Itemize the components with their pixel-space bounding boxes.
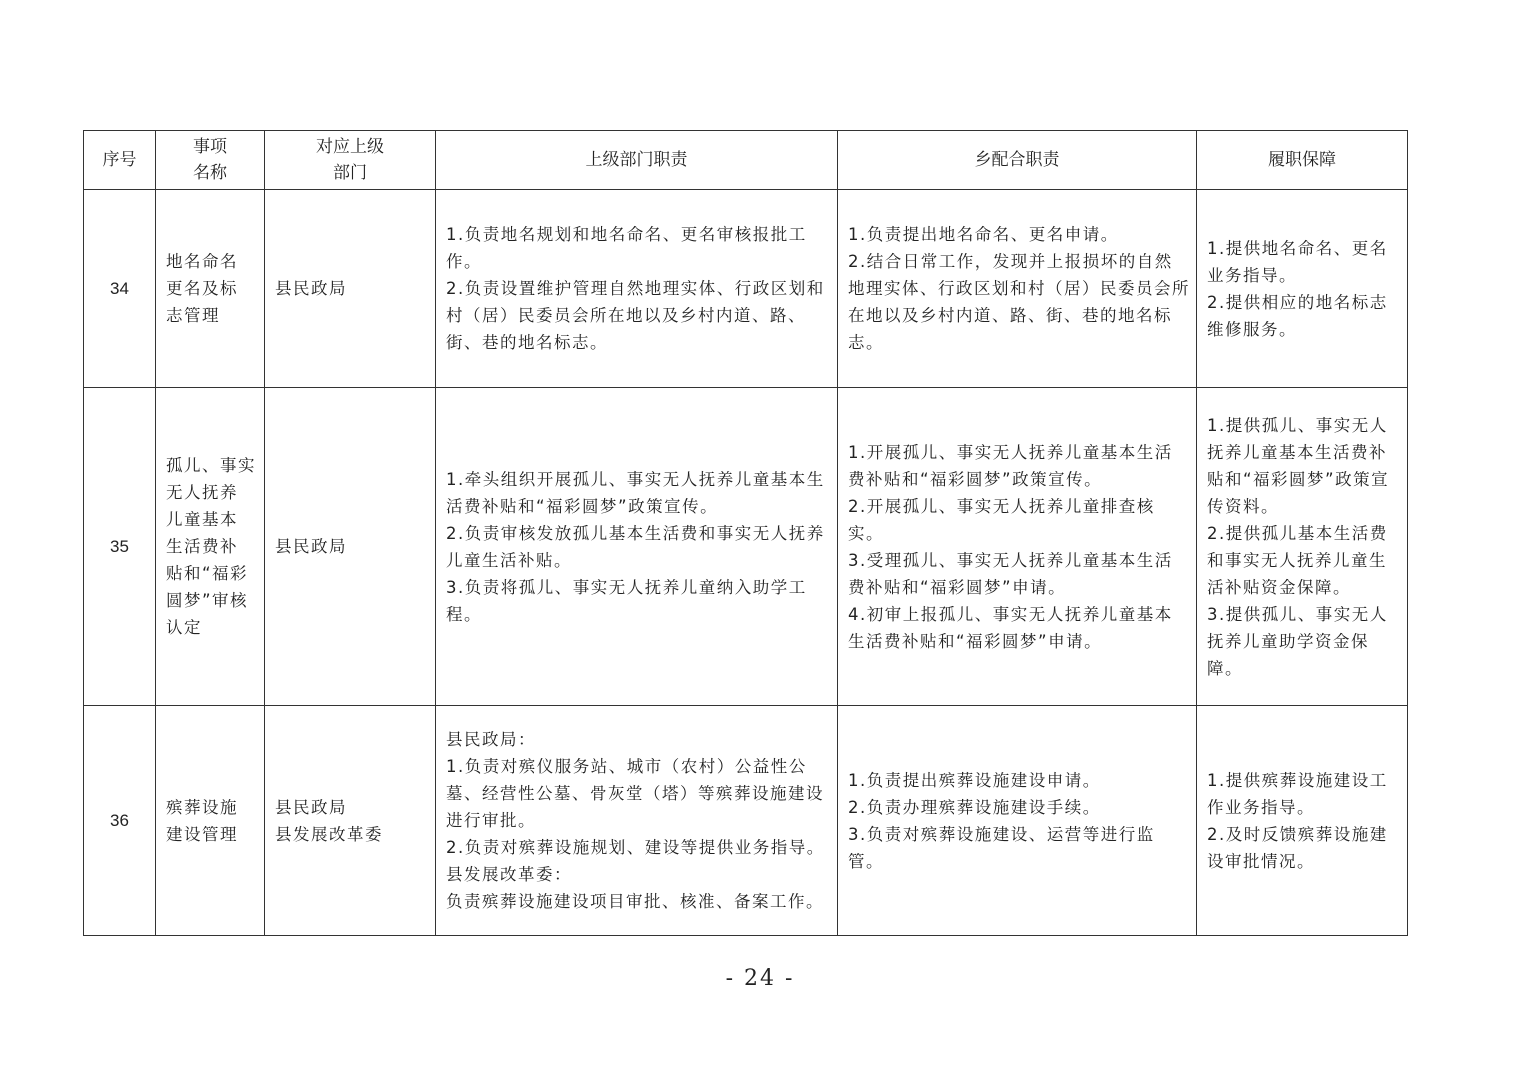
table-row [84,190,1408,388]
duties-table [83,130,1408,936]
table-row [84,706,1408,936]
row-upper-duty: 1.负责地名规划和地名命名、更名审核报批工作。 2.负责设置维护管理自然地理实体、行政区划和村（居）民委员会所在地以及乡村内道、路、街、巷的地名标志。 [436,190,838,388]
row-seq: 35 [84,388,156,706]
header-guarantee: 履职保障 [1197,131,1408,190]
row-dept: 县民政局 [265,190,436,388]
header-town-duty: 乡配合职责 [838,131,1197,190]
row-item-name: 孤儿、事实 无人抚养 儿童基本 生活费补 贴和“福彩 圆梦”审核 认定 [156,388,265,706]
row-town-duty: 1.开展孤儿、事实无人抚养儿童基本生活费补贴和“福彩圆梦”政策宣传。 2.开展孤儿、事实无人抚养儿童排查核实。 3.受理孤儿、事实无人抚养儿童基本生活费补贴和“福彩圆梦”申请。 4.初审上报孤儿、事实无人抚养儿童基本生活费补贴和“福彩圆梦”申请。 [838,388,1197,706]
table-header-row [84,131,1408,190]
row-dept: 县民政局 县发展改革委 [265,706,436,936]
header-seq: 序号 [84,131,156,190]
header-item-name: 事项 名称 [156,131,265,190]
row-town-duty: 1.负责提出地名命名、更名申请。 2.结合日常工作，发现并上报损坏的自然地理实体、行政区划和村（居）民委员会所在地以及乡村内道、路、街、巷的地名标志。 [838,190,1197,388]
row-dept: 县民政局 [265,388,436,706]
header-dept: 对应上级 部门 [265,131,436,190]
header-upper-duty: 上级部门职责 [436,131,838,190]
row-guarantee: 1.提供地名命名、更名业务指导。 2.提供相应的地名标志维修服务。 [1197,190,1408,388]
row-guarantee: 1.提供殡葬设施建设工作业务指导。 2.及时反馈殡葬设施建设审批情况。 [1197,706,1408,936]
table-row [84,388,1408,706]
row-town-duty: 1.负责提出殡葬设施建设申请。 2.负责办理殡葬设施建设手续。 3.负责对殡葬设施建设、运营等进行监管。 [838,706,1197,936]
row-guarantee: 1.提供孤儿、事实无人抚养儿童基本生活费补贴和“福彩圆梦”政策宣传资料。 2.提供孤儿基本生活费和事实无人抚养儿童生活补贴资金保障。 3.提供孤儿、事实无人抚养儿童助学资金保障。 [1197,388,1408,706]
row-seq: 36 [84,706,156,936]
row-upper-duty: 县民政局： 1.负责对殡仪服务站、城市（农村）公益性公墓、经营性公墓、骨灰堂（塔）等殡葬设施建设进行审批。 2.负责对殡葬设施规划、建设等提供业务指导。 县发展改革委： 负责殡葬设施建设项目审批、核准、备案工作。 [436,706,838,936]
row-item-name: 地名命名 更名及标 志管理 [156,190,265,388]
row-upper-duty: 1.牵头组织开展孤儿、事实无人抚养儿童基本生活费补贴和“福彩圆梦”政策宣传。 2.负责审核发放孤儿基本生活费和事实无人抚养儿童生活补贴。 3.负责将孤儿、事实无人抚养儿童纳入助学工程。 [436,388,838,706]
row-item-name: 殡葬设施 建设管理 [156,706,265,936]
page-number: - 24 - [725,966,795,991]
row-seq: 34 [84,190,156,388]
